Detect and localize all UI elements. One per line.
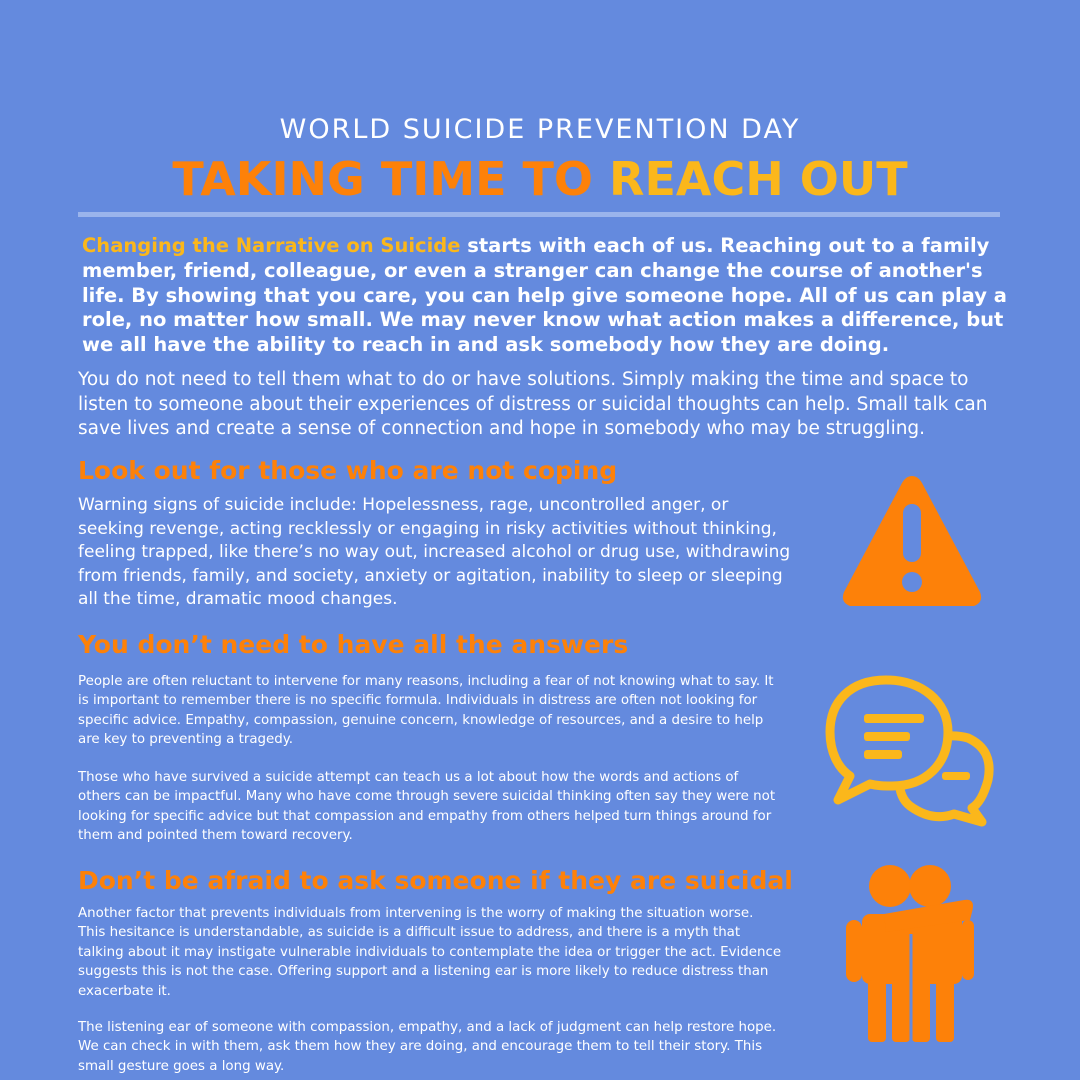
header-divider — [78, 212, 1000, 217]
lead-paragraph: You do not need to tell them what to do or have solutions. Simply making the time and space to listen to someone about their experiences of distress or suicidal thoughts can help. Small talk can save lives and create a sense of connection and hope in somebody who may be struggling. — [78, 369, 988, 439]
speech-bubbles-icon — [822, 672, 1002, 832]
section-heading-answers: You don’t need to have all the answers — [78, 630, 629, 659]
intro-text: starts with each of us. Reaching out to a family member, friend, colleague, or even a stranger can change the course of another's life. By showing that you care, you can help give someone hope. All of us can play a role, no matter how small. We may never know what action makes a difference, but we all have the ability to reach in and ask somebody how they are doing. — [82, 234, 1007, 357]
headline-part-yellow: REACH OUT — [609, 152, 908, 206]
warning-triangle-icon — [838, 470, 986, 612]
headline — [0, 152, 1080, 206]
headline-part-orange: TAKING TIME TO — [172, 152, 594, 206]
section-paragraph-listening: The listening ear of someone with compassion, empathy, and a lack of judgment can help restore hope. We can check in with them, ask them how they are doing, and encourage them to tell their story. This small gesture goes a long way. — [78, 1020, 777, 1074]
intro-paragraph — [82, 234, 1012, 358]
section-paragraph-survivors: Those who have survived a suicide attempt can teach us a lot about how the words and actions of others can be impactful. Many who have come through severe suicidal thinking often say they were not looking for specific advice but that compassion and empathy from others helped turn things around for them and pointed them toward recovery. — [78, 770, 776, 844]
section-heading-ask: Don’t be afraid to ask someone if they are suicidal — [78, 866, 793, 895]
eyebrow-title: WORLD SUICIDE PREVENTION DAY — [279, 114, 801, 145]
section-heading-coping: Look out for those who are not coping — [78, 456, 618, 485]
two-people-embrace-icon — [844, 862, 976, 1044]
intro-highlight: Changing the Narrative on Suicide — [82, 234, 461, 257]
section-paragraph-reluctant: People are often reluctant to intervene for many reasons, including a fear of not knowing what to say. It is important to remember there is no specific formula. Individuals in distress are often not looking for specific advice. Empathy, compassion, genuine concern, knowledge of resources, and a desire to help are key to preventing a tragedy. — [78, 674, 774, 748]
section-paragraph-factor: Another factor that prevents individuals from intervening is the worry of making the situation worse. This hesitance is understandable, as suicide is a difficult issue to address, and there is a myth that talking about it may instigate vulnerable individuals to contemplate the idea or trigger the act. Evidence suggests this is not the case. Offering support and a listening ear is more likely to reduce distress than exacerbate it. — [78, 906, 782, 999]
section-paragraph-warning-signs: Warning signs of suicide include: Hopelessness, rage, uncontrolled anger, or seeking revenge, acting recklessly or engaging in risky activities without thinking, feeling trapped, like there’s no way out, increased alcohol or drug use, withdrawing from friends, family, and society, anxiety or agitation, inability to sleep or sleeping all the time, dramatic mood changes. — [78, 495, 791, 609]
